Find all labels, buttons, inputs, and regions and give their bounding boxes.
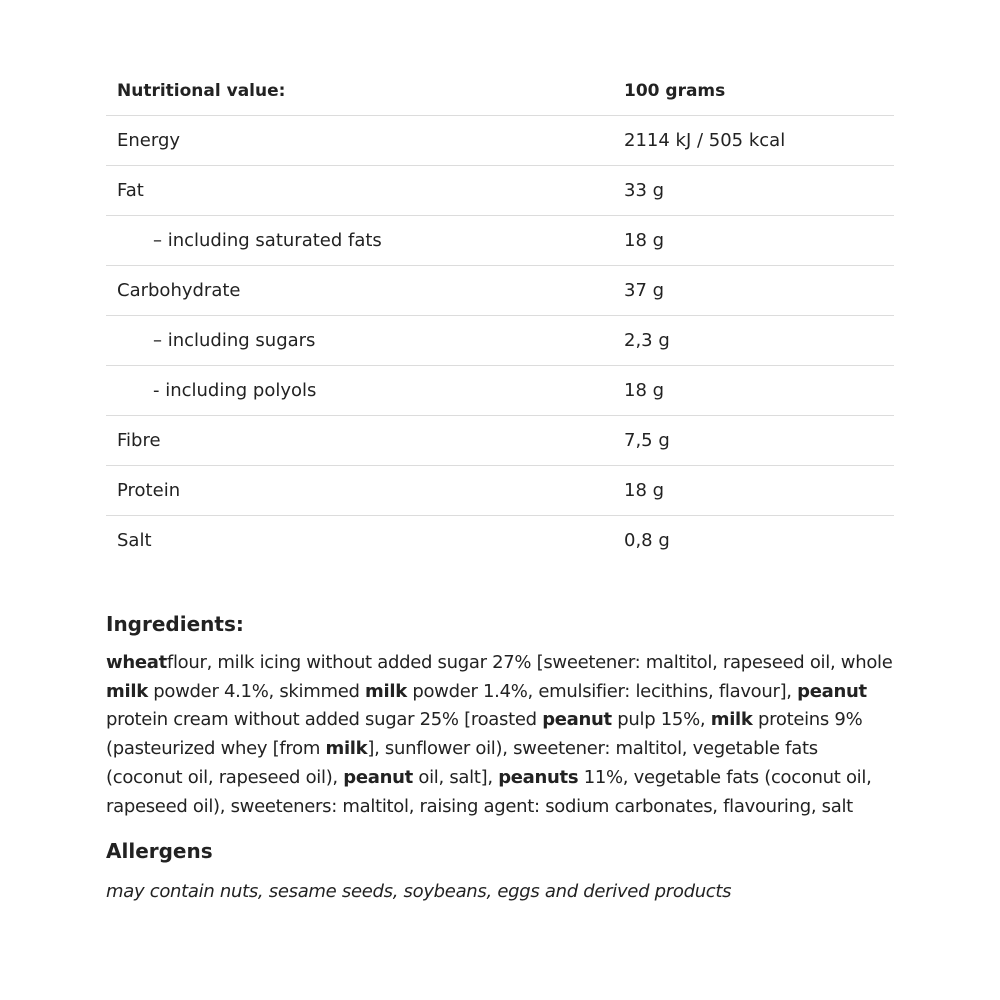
ingredient-allergen-highlight: wheat <box>106 652 167 673</box>
ingredient-allergen-highlight: milk <box>710 709 753 731</box>
nutrition-row <box>106 266 894 316</box>
nutrient-name: Protein <box>106 466 624 516</box>
allergens-text: may contain nuts, sesame seeds, soybeans, eggs and derived products <box>106 881 732 903</box>
ingredient-text-segment: oil, salt], <box>412 766 499 788</box>
nutrition-row <box>106 316 894 366</box>
nutrition-row <box>106 466 894 516</box>
nutrition-header-name: Nutritional value: <box>106 66 624 116</box>
nutrient-value: 33 g <box>624 166 894 216</box>
nutrition-table <box>106 66 894 565</box>
nutrient-name: Salt <box>117 530 152 551</box>
nutrition-table-body <box>106 66 894 565</box>
ingredient-allergen-highlight: milk <box>106 680 148 702</box>
nutrient-value: 18 g <box>624 466 894 516</box>
ingredients-heading: Ingredients: <box>106 612 244 636</box>
nutrient-value: 18 g <box>624 366 894 416</box>
allergens-heading: Allergens <box>106 839 213 864</box>
nutrient-name: – including sugars <box>106 316 624 366</box>
ingredient-allergen-highlight: peanuts <box>498 766 579 788</box>
nutrient-name: Energy <box>106 116 624 166</box>
ingredient-text-segment: ], sunflower oil), sweetener: maltitol, vegetable fats (coconut oil, rapeseed oil), <box>106 738 818 788</box>
nutrient-name: Fat <box>106 166 624 216</box>
ingredient-text-segment: pulp 15%, <box>611 709 711 731</box>
nutrient-name: Carbohydrate <box>106 266 624 316</box>
ingredient-text-segment: flour, milk icing without added sugar 27% [sweetener: maltitol, rapeseed oil, whole <box>166 652 893 673</box>
ingredient-allergen-highlight: milk <box>325 738 368 760</box>
nutrition-row <box>106 416 894 466</box>
nutrient-name: Fibre <box>106 416 624 466</box>
ingredient-allergen-highlight: milk <box>365 680 407 702</box>
ingredient-text-segment: protein cream without added sugar 25% [roasted <box>106 709 543 731</box>
nutrition-header-row <box>106 66 894 116</box>
ingredients-text <box>106 649 894 821</box>
ingredient-text-segment: powder 4.1%, skimmed <box>147 680 366 702</box>
nutrient-name: - including polyols <box>106 366 624 416</box>
nutrition-row <box>106 216 894 266</box>
nutrition-row <box>106 516 894 566</box>
nutrient-name: – including saturated fats <box>106 216 624 266</box>
ingredient-allergen-highlight: peanut <box>542 709 612 731</box>
nutrient-value: 2,3 g <box>624 316 894 366</box>
nutrition-row <box>106 166 894 216</box>
ingredient-allergen-highlight: peanut <box>343 766 413 788</box>
nutrient-value: 2114 kJ / 505 kcal <box>624 116 894 166</box>
nutrition-row <box>106 366 894 416</box>
nutrient-value: 7,5 g <box>624 416 894 466</box>
nutrient-value: 0,8 g <box>624 530 670 551</box>
ingredient-text-segment: proteins 9% (pasteurized whey [from <box>106 709 863 760</box>
product-info-page <box>106 66 894 902</box>
ingredient-text-segment: powder 1.4%, emulsifier: lecithins, flavour], <box>406 680 798 702</box>
nutrition-header-value: 100 grams <box>624 66 894 116</box>
nutrient-value: 18 g <box>624 216 894 266</box>
nutrient-value: 37 g <box>624 266 894 316</box>
ingredient-allergen-highlight: peanut <box>797 680 867 702</box>
nutrition-row <box>106 116 894 166</box>
ingredient-text-segment: 11%, vegetable fats (coconut oil, rapeseed oil), sweeteners: maltitol, raising agent: sodium carbonates, flavouring, salt <box>106 766 872 817</box>
